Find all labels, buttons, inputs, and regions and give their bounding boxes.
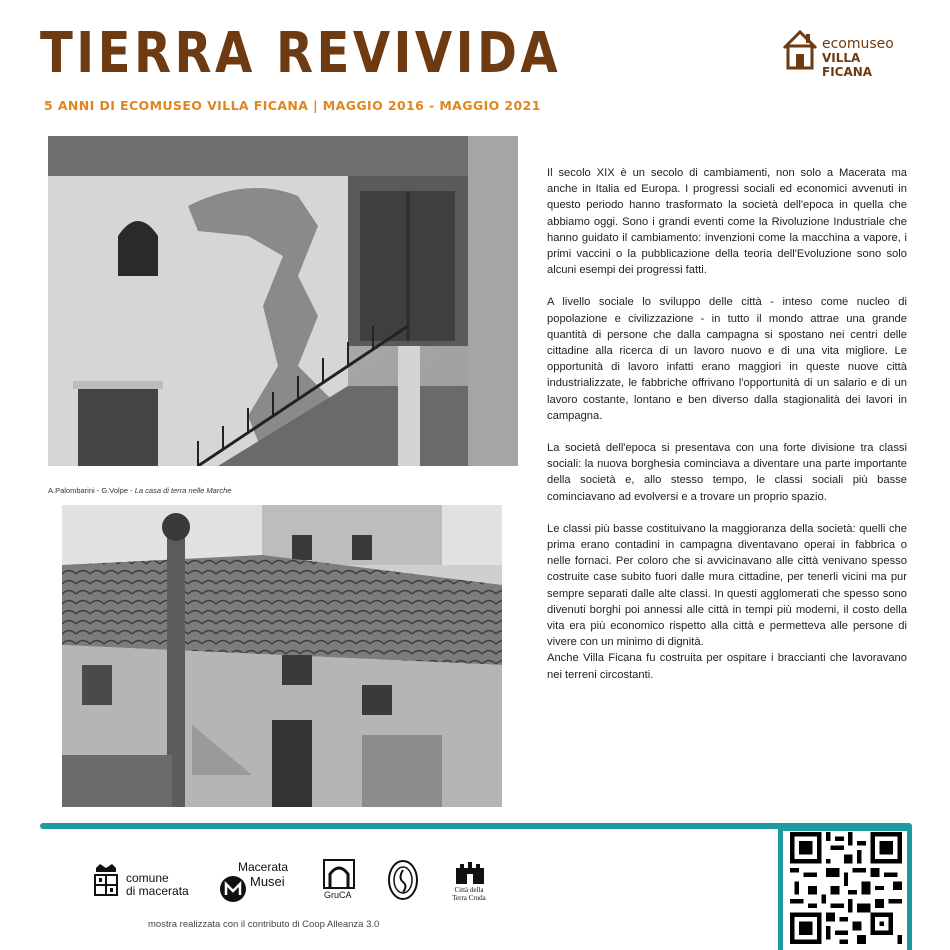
musei-line1: Macerata (238, 860, 289, 874)
ecomuseo-logo (780, 26, 910, 79)
house-icon (780, 26, 820, 72)
article-body (547, 165, 907, 683)
gruca-label: GruCA (324, 890, 352, 900)
article-paragraph: La società dell'epoca si presentava con una forte divisione tra classi sociali: la nuova borghesia cominciava a diventare una parte importante della società e, allo stesso tempo, le classi sociali più basse cominciavano ad evolversi e a trovare un proprio spazio. (547, 442, 907, 503)
castle-icon (450, 858, 490, 886)
terra-line2: Terra Cruda (452, 894, 486, 902)
musei-line2: Musei (250, 874, 285, 889)
article-paragraph: Le classi più basse costituivano la maggioranza della società: quelli che prima erano contadini in campagna diventavano operai in fabbrica o nelle fornaci. Per coloro che si avvicinavano alle città venivano spesso costruite case subito fuori dalle mura cittadine, per tenerli vicini ma pur sempre separati dalle alte classi. In questi agglomerati che spesso sono divenuti borghi poi annessi alle città in tempi più moderni, il costo della vita era più economico rispetto alla città e permetteva alle persone di vivere con un minimo di dignità. (547, 522, 907, 649)
footer-note: mostra realizzata con il contributo di Coop Alleanza 3.0 (148, 919, 380, 930)
poster-title: TIERRA REVIVIDA (40, 21, 562, 86)
gruca-logo (318, 858, 368, 908)
logo-line2: VILLA FICANA (822, 51, 873, 79)
comune-line2: di macerata (126, 884, 189, 898)
logo-line1: ecomuseo (822, 36, 894, 52)
medallion-logo (386, 858, 420, 902)
poster-subtitle: 5 ANNI DI ECOMUSEO VILLA FICANA | MAGGIO 2016 - MAGGIO 2021 (44, 98, 541, 113)
comune-di-macerata-logo (92, 862, 202, 902)
photo-ruined-earth-house (48, 136, 518, 466)
photo-caption (48, 486, 231, 495)
article-paragraph: Il secolo XIX è un secolo di cambiamenti, non solo a Macerata ma anche in Italia ed Europa. I progressi sociali ed economici avvenuti in questo periodo hanno trasformato la società dell'epoca in quella che abbiamo oggi. Sono i grandi eventi come la Rivoluzione Industriale che hanno guidato il cambiamento: invenzioni come la macchina a vapore, i primi vaccini o la pubblicazione della teoria dell'Evoluzione sono solo alcuni esempi dei progressi fatti. (547, 167, 907, 277)
caption-authors: A.Palombarini - G.Volpe - (48, 486, 133, 495)
qr-code-icon[interactable] (790, 832, 902, 944)
photo-village-rooftops (62, 505, 502, 807)
article-paragraph: Anche Villa Ficana fu costruita per ospitare i braccianti che lavoravano nei terreni circostanti. (547, 652, 907, 681)
terra-label (446, 886, 492, 902)
terra-line1: Città della (454, 886, 484, 894)
caption-title: La casa di terra nelle Marche (134, 486, 232, 495)
macerata-musei-logo (216, 858, 306, 908)
musei-m-icon (218, 874, 248, 904)
comune-line1: comune (126, 871, 169, 885)
article-paragraph: A livello sociale lo sviluppo delle città - inteso come nucleo di popolazione e civilizzazione - in tutto il mondo attrae una grande quantità di persone che dalla campagna si spostano nei centri delle cittadine alla ricerca di un lavoro nuovo e di una vita migliore. Le opportunità di lavoro infatti erano maggiori in queste nuove città industrializzate, le fabbriche offrivano l'opportunità di un salario e di un lavoro costante, lontano e ben diverso dalla stagionalità dei lavori in campagna. (547, 296, 907, 422)
city-crest-icon (92, 862, 120, 898)
gruca-arch-icon (322, 858, 356, 890)
citta-terra-cruda-logo (440, 858, 500, 908)
medallion-icon (386, 858, 420, 902)
